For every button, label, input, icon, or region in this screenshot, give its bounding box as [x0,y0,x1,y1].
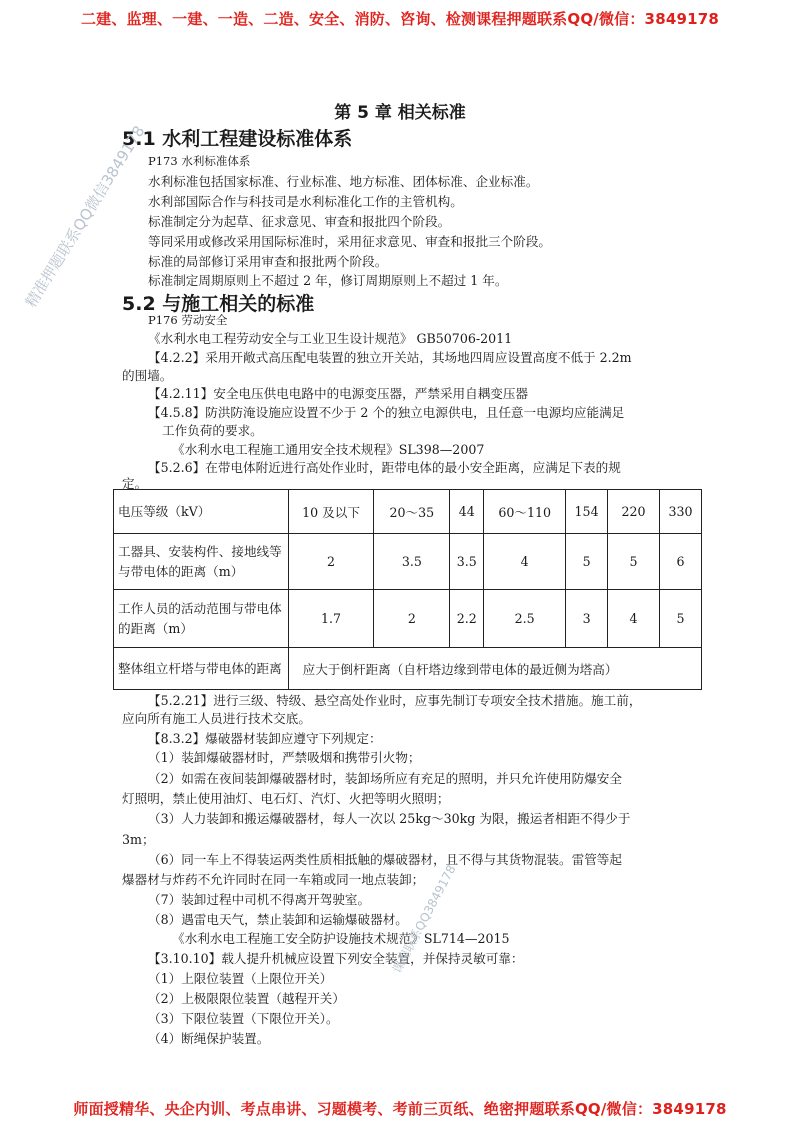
clause-5-2-6-cont: 定。 [122,476,148,491]
table-header-cell: 10 及以下 [288,490,374,534]
table-cell: 5 [608,534,660,590]
list-item: （4）断绳保护装置。 [148,1031,270,1046]
table-header-cell: 220 [608,490,660,534]
standard-title: 《水利水电工程施工通用安全技术规程》SL398—2007 [172,442,485,457]
body-line: 水利部国际合作与科技司是水利标准化工作的主管机构。 [148,194,463,209]
table-cell: 工器具、安装构件、接地线等与带电体的距离（m） [114,534,289,590]
table-row [114,534,702,590]
table-cell: 4 [608,590,660,648]
list-item: （3）人力装卸和搬运爆破器材，每人一次以 25kg～30kg 为限，搬运者相距不得少于 [148,811,631,826]
standard-title: 《水利水电工程劳动安全与工业卫生设计规范》 GB50706-2011 [148,331,513,346]
section-2-page-ref: P176 劳动安全 [148,313,228,327]
clause-4-2-11: 【4.2.11】安全电压供电电路中的电源变压器，严禁采用自耦变压器 [148,386,529,401]
table-header-cell: 330 [660,490,702,534]
section-2-title: 5.2 与施工相关的标准 [122,293,315,315]
clause-8-3-2: 【8.3.2】爆破器材装卸应遵守下列规定： [148,731,382,746]
voltage-distance-table [113,489,702,690]
list-item: （2）如需在夜间装卸爆破器材时，装卸场所应有充足的照明，并只允许使用防爆安全 [148,771,622,786]
table-header-cell: 44 [450,490,484,534]
table-cell: 3.5 [374,534,450,590]
table-cell: 6 [660,534,702,590]
table-cell: 4 [484,534,566,590]
list-item-cont: 爆器材与炸药不允许同时在同一车箱或同一地点装卸； [122,872,425,887]
table-cell: 1.7 [288,590,374,648]
watermark: 精准押题联系QQ微信3849178 [21,122,149,311]
list-item-cont: 3m； [122,832,155,847]
table-cell: 2 [374,590,450,648]
table-cell: 2.2 [450,590,484,648]
list-item: （1）上限位装置（上限位开关） [148,971,333,986]
table-header-cell: 电压等级（kV） [114,490,289,534]
list-item-cont: 灯照明，禁止使用油灯、电石灯、汽灯、火把等明火照明； [122,791,450,806]
standard-title: 《水利水电工程施工安全防护设施技术规范》SL714—2015 [172,931,510,946]
table-cell: 3 [566,590,608,648]
clause-4-2-2: 【4.2.2】采用开敞式高压配电装置的独立开关站，其场地四周应设置高度不低于 2.2m [148,350,632,365]
table-row [114,590,702,648]
section-1-title: 5.1 水利工程建设标准体系 [122,128,353,150]
list-item: （2）上极限限位装置（越程开关） [148,991,345,1006]
table-cell: 工作人员的活动范围与带电体的距离（m） [114,590,289,648]
body-line: 标准制定分为起草、征求意见、审查和报批四个阶段。 [148,214,451,229]
table-cell: 3.5 [450,534,484,590]
clause-3-10-10: 【3.10.10】载人提升机械应设置下列安全装置，并保持灵敏可靠： [148,951,524,966]
chapter-title: 第 5 章 相关标准 [334,103,466,123]
body-line: 标准的局部修订采用审查和报批两个阶段。 [148,254,388,269]
section-1-page-ref: P173 水利标准体系 [148,154,251,168]
table-header-cell: 20～35 [374,490,450,534]
table-cell: 2 [288,534,374,590]
body-line: 水利标准包括国家标准、行业标准、地方标准、团体标准、企业标准。 [148,174,539,189]
clause-4-5-8: 【4.5.8】防洪防淹设施应设置不少于 2 个的独立电源供电，且任意一电源均应能满足 [148,405,625,420]
clause-5-2-21-cont: 应向所有施工人员进行技术交底。 [122,711,311,726]
list-item: （3）下限位装置（下限位开关）。 [148,1011,339,1026]
list-item: （8）遇雷电天气，禁止装卸和运输爆破器材。 [148,912,408,927]
table-cell: 2.5 [484,590,566,648]
table-header-row [114,490,702,534]
list-item: （1）装卸爆破器材时，严禁吸烟和携带引火物； [148,750,421,765]
clause-5-2-21: 【5.2.21】进行三级、特级、悬空高处作业时，应事先制订专项安全技术措施。施工前， [148,693,642,708]
table-header-cell: 60～110 [484,490,566,534]
table-cell: 整体组立杆塔与带电体的距离 [114,648,289,690]
table-cell: 5 [660,590,702,648]
table-cell: 应大于倒杆距离（自杆塔边缘到带电体的最近侧为塔高） [288,648,701,690]
list-item: （6）同一车上不得装运两类性质相抵触的爆破器材，且不得与其货物混装。雷管等起 [148,852,622,867]
list-item: （7）装卸过程中司机不得离开驾驶室。 [148,892,371,907]
clause-4-2-2-cont: 的围墙。 [122,368,173,383]
clause-5-2-6: 【5.2.6】在带电体附近进行高处作业时，距带电体的最小安全距离，应满足下表的规 [148,460,621,475]
clause-4-5-8-cont: 工作负荷的要求。 [162,423,263,438]
body-line: 等同采用或修改采用国际标准时，采用征求意见、审查和报批三个阶段。 [148,234,551,249]
table-cell: 5 [566,534,608,590]
table-header-cell: 154 [566,490,608,534]
table-row [114,648,702,690]
watermark: 课程联系QQ3849178 [389,862,459,976]
body-line: 标准制定周期原则上不超过 2 年，修订周期原则上不超过 1 年。 [148,273,508,288]
bottom-banner: 师面授精华、央企内训、考点串讲、习题模考、考前三页纸、绝密押题联系QQ/微信：3849178 [73,1100,727,1118]
top-banner: 二建、监理、一建、一造、二造、安全、消防、咨询、检测课程押题联系QQ/微信：3849178 [80,10,720,28]
